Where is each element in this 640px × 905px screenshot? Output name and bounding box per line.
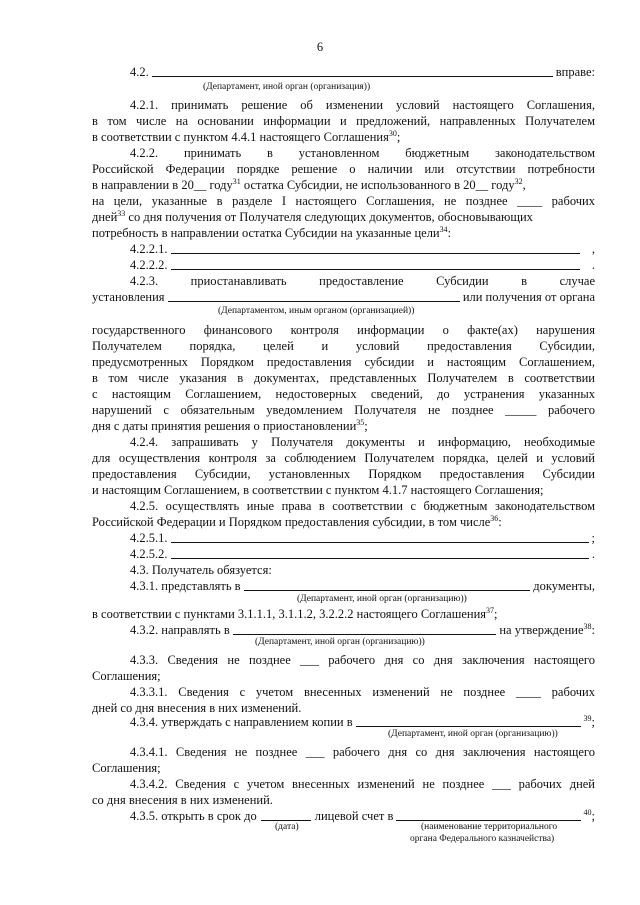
text-line: 4.3.4.2. Сведения с учетом внесенных изменений не позднее ___ рабочих дней — [130, 777, 595, 791]
text-span: 4.3.1. представлять в — [130, 579, 241, 593]
caption: (наименование территориального — [421, 822, 558, 832]
text-span: ; — [494, 607, 498, 621]
clause-number: 4.2. — [130, 65, 149, 79]
text-span: : — [591, 623, 595, 637]
text-span: ; — [364, 419, 368, 433]
clause-number: 4.2.2.2. — [130, 258, 168, 272]
caption: (Департамент, иной орган (организацию)) — [255, 637, 425, 647]
clause-4-3-4 — [130, 714, 595, 730]
text-span: со дня получения от Получателя следующих документов, обосновывающих — [125, 210, 533, 224]
clause-text: вправе: — [555, 65, 595, 79]
punct: ; — [591, 531, 595, 545]
text-span: на утверждение — [499, 623, 584, 637]
clause-number: 4.2.2.1. — [130, 242, 168, 256]
text-span: в направлении в 20__ году — [92, 178, 233, 192]
text-span — [584, 714, 595, 730]
text-line: дней со дня внесения в них изменений. — [92, 701, 302, 715]
caption: (дата) — [275, 822, 299, 832]
clause-4-2-2-2 — [130, 257, 595, 273]
punct: , — [591, 242, 595, 256]
text-line: в том числе указания в документах, представленных Получателем в соответствии — [92, 371, 595, 385]
text-line — [92, 177, 595, 193]
blank-line — [152, 64, 553, 77]
text-span: ; — [396, 130, 401, 144]
text-line: 4.2.4. запрашивать у Получателя документы и информацию, необходимые — [130, 435, 595, 449]
text-line: нарушений с обязательным уведомлением Получателя не позднее _____ рабочего — [92, 403, 595, 417]
clause-number: 4.2.5.1. — [130, 531, 168, 545]
blank-line — [171, 257, 580, 270]
text-line: государственного финансового контроля информации о факте(ах) нарушения — [92, 323, 595, 337]
text-span: в соответствии с пунктами 3.1.1.1, 3.1.1.2, 3.2.2.2 настоящего Соглашения — [92, 607, 487, 621]
text-span: , — [522, 178, 526, 192]
text-line — [92, 606, 595, 622]
blank-line — [168, 289, 460, 302]
text-line: Соглашения; — [92, 761, 161, 775]
text-line — [92, 514, 595, 530]
footnote-ref: 31 — [232, 176, 241, 186]
caption: (Департамент, иной орган (организация)) — [203, 82, 371, 92]
text-line: Соглашения; — [92, 669, 161, 683]
blank-line — [244, 578, 531, 591]
text-line: 4.2.3. приостанавливать предоставление Субсидии в случае — [130, 274, 595, 288]
clause-4-3-2 — [130, 622, 595, 638]
text-line: и настоящим Соглашением, в соответствии с пунктом 4.1.7 настоящего Соглашения; — [92, 483, 544, 497]
text-line — [92, 209, 595, 225]
blank-line — [171, 241, 580, 254]
caption: (Департамент, иной орган (организацию)) — [388, 729, 558, 739]
text-line: Российской Федерации порядке решение о наличии или отсутствии потребности — [92, 162, 595, 176]
text-line: 4.3.3.1. Сведения с учетом внесенных изменений не позднее ____ рабочих — [130, 685, 595, 699]
text-span: установления — [92, 290, 165, 304]
text-span — [584, 808, 595, 824]
text-line: 4.2.5. осуществлять иные права в соответствии с бюджетным законодательством — [130, 499, 595, 513]
blank-line — [396, 808, 580, 821]
text-line: 4.2.2. принимать в установленном бюджетным законодательством — [130, 146, 595, 160]
blank-line — [356, 714, 581, 727]
clause-4-2-2-1 — [130, 241, 595, 257]
text-span: 4.3.5. открыть в срок до — [130, 809, 257, 823]
text-span: лицевой счет в — [314, 809, 394, 823]
text-line: для осуществления контроля за соблюдением Получателем порядка, целей и условий — [92, 451, 595, 465]
text-line: предоставления Субсидии, установленных Порядком предоставления Субсидии — [92, 467, 595, 481]
text-span: остатка Субсидии, не использованного в 20__ году — [240, 178, 515, 192]
text-line: со дня внесения в них изменений. — [92, 793, 273, 807]
clause-4-2-5-1 — [130, 530, 595, 546]
clause-4-2-5-2 — [130, 546, 595, 562]
text-line — [92, 129, 595, 145]
text-line: 4.3.3. Сведения не позднее ___ рабочего дня со дня заключения настоящего — [130, 653, 595, 667]
text-line: 4.2.1. принимать решение об изменении условий настоящего Соглашения, — [130, 98, 595, 112]
footnote-ref: 33 — [117, 208, 126, 218]
caption: органа Федерального казначейства) — [410, 834, 555, 844]
text-line: в том числе на основании информации и предложений, направленных Получателем — [92, 114, 595, 128]
footnote-ref: 38 — [583, 621, 592, 631]
text-span: или получения от органа — [462, 290, 595, 304]
punct: . — [591, 547, 595, 561]
text-span: дней — [92, 210, 118, 224]
text-line: предусмотренных Порядком предоставления субсидии и настоящим Соглашением, — [92, 355, 595, 369]
text-span: ; — [591, 809, 595, 823]
text-span: : — [498, 515, 502, 529]
blank-line — [171, 546, 589, 559]
text-line: на цели, указанные в разделе I настоящего Соглашения, не позднее ____ рабочих — [92, 194, 595, 208]
text-line: Получателем порядка, целей и условий предоставления Субсидии, — [92, 339, 595, 353]
text-line: 4.3.4.1. Сведения не позднее ___ рабочего дня со дня заключения настоящего — [130, 745, 595, 759]
footnote-ref: 30 — [388, 128, 397, 138]
text-span: потребность в направлении остатка Субсидии на указанные цели — [92, 226, 440, 240]
page-number: 6 — [316, 40, 324, 54]
text-span: в соответствии с пунктом 4.4.1 настоящего Соглашения — [92, 130, 389, 144]
text-line — [92, 225, 595, 241]
text-line: 4.3. Получатель обязуется: — [130, 563, 272, 577]
text-line — [92, 289, 595, 305]
clause-number: 4.2.5.2. — [130, 547, 168, 561]
text-span: 4.3.4. утверждать с направлением копии в — [130, 715, 353, 729]
footnote-ref: 35 — [356, 417, 365, 427]
footnote-ref: 37 — [486, 605, 495, 615]
text-span — [499, 622, 595, 638]
date-blank — [261, 808, 311, 821]
footnote-ref: 36 — [490, 513, 499, 523]
blank-line — [233, 622, 497, 635]
punct: . — [591, 258, 595, 272]
text-span: 4.3.2. направлять в — [130, 623, 230, 637]
text-line: с настоящим Соглашением, недостоверных сведений, до устранения указанных — [92, 387, 595, 401]
caption: (Департаментом, иным органом (организацией)) — [218, 306, 415, 316]
text-line — [92, 418, 595, 434]
footnote-ref: 32 — [514, 176, 523, 186]
clause-4-3-1 — [130, 578, 595, 594]
text-span: ; — [591, 715, 595, 729]
footnote-ref: 39 — [583, 713, 592, 723]
blank-line — [171, 530, 589, 543]
footnote-ref: 40 — [583, 807, 592, 817]
text-span: Российской Федерации и Порядком предоставления субсидии, в том числе — [92, 515, 491, 529]
caption: (Департамент, иной орган (организацию)) — [297, 594, 467, 604]
text-span: документы, — [533, 579, 595, 593]
footnote-ref: 34 — [439, 224, 448, 234]
text-span: : — [447, 226, 452, 240]
text-span: дня с даты принятия решения о приостановлении — [92, 419, 357, 433]
clause-4-2 — [130, 64, 595, 80]
